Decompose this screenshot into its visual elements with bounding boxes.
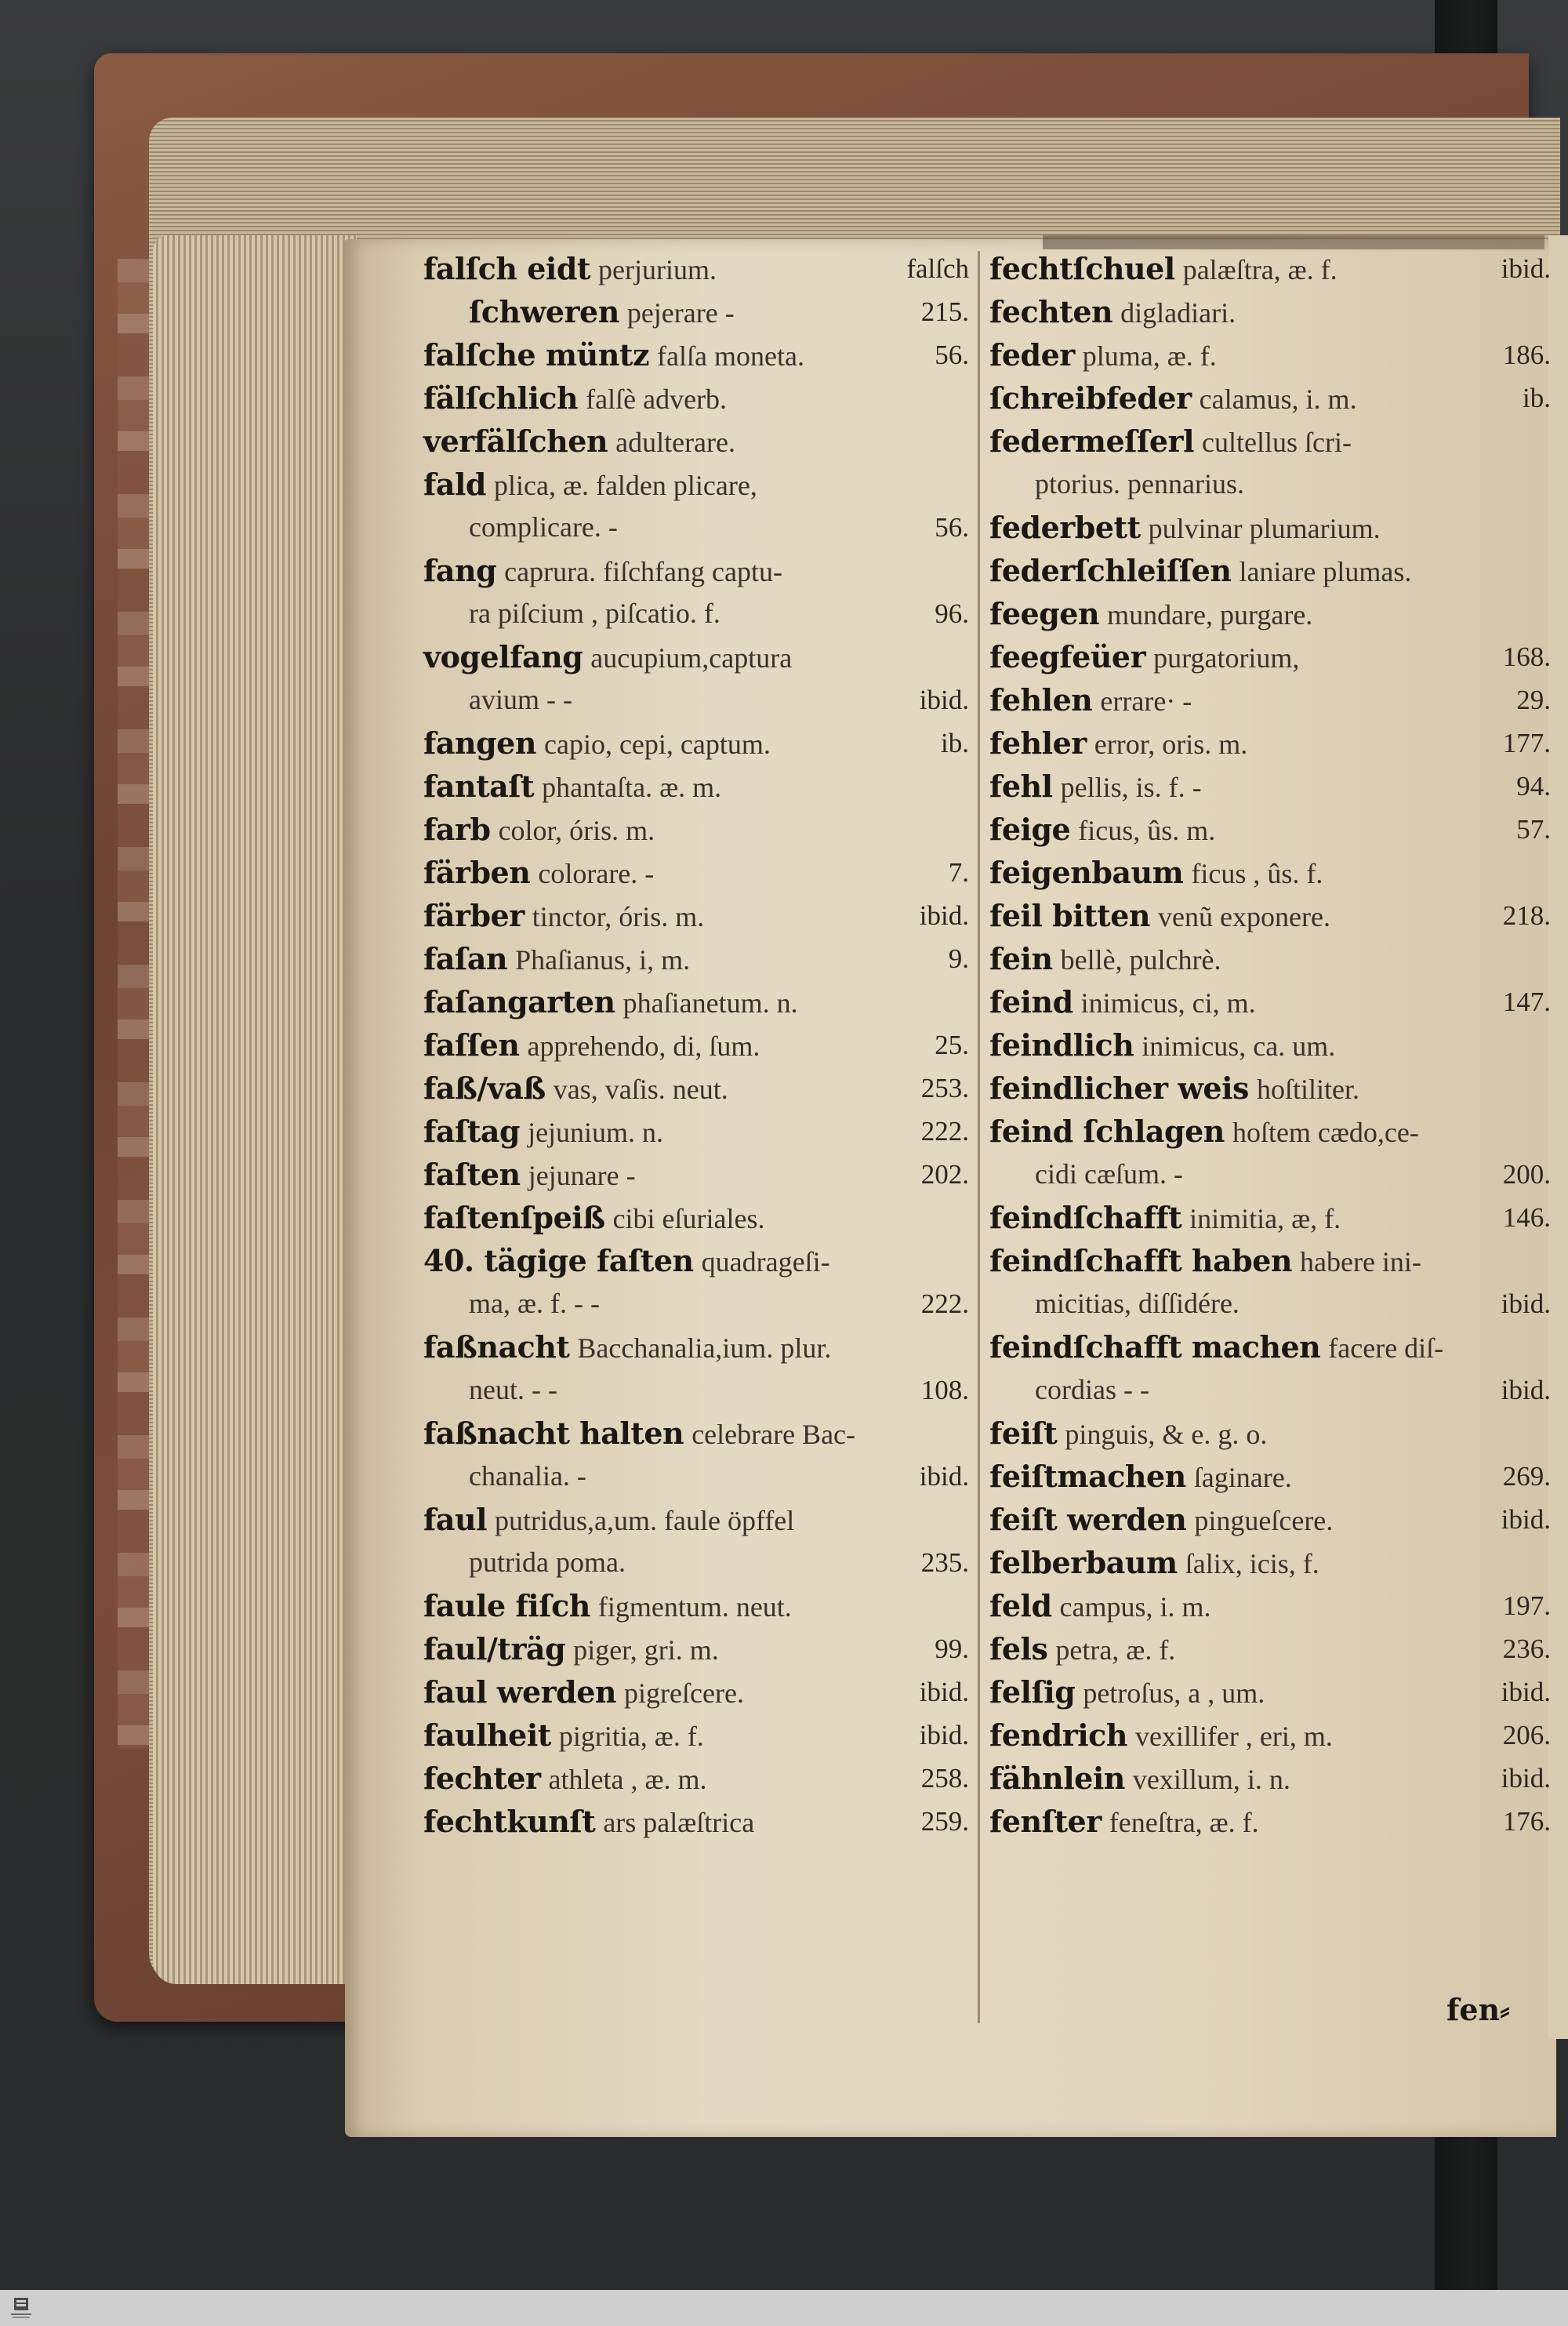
dictionary-entry [989,1757,1554,1800]
german-term: feiſt [989,1416,1058,1451]
dictionary-entry [989,549,1554,592]
side-page-edges [153,235,357,1984]
german-term: fehlen [989,682,1093,718]
dictionary-entry [423,894,972,937]
dictionary-entry [423,851,972,894]
page-reference: 94. [1516,771,1551,801]
column-divider [978,251,980,2023]
footer-bar [0,2290,1568,2326]
dictionary-entry [989,420,1554,463]
page-reference: ib. [1523,383,1551,413]
page-reference: 200. [1502,1159,1551,1190]
dictionary-entry [989,1714,1554,1757]
latin-gloss: pingueſcere. [1194,1505,1334,1536]
page-reference: ibid. [1501,1763,1551,1794]
latin-gloss: pigreſcere. [624,1677,744,1709]
german-term: ſchreibfeder [989,380,1192,416]
page-reference: falſch [906,253,969,284]
dictionary-entry [423,376,972,420]
dictionary-entry [423,721,972,765]
german-term: fähnlein [989,1761,1125,1796]
dictionary-entry [423,1757,972,1800]
german-term: färben [423,855,531,890]
latin-gloss: ſalix, icis, f. [1185,1548,1319,1579]
latin-gloss: pulvinar plumarium. [1148,513,1381,544]
dictionary-entry [423,549,972,592]
page-reference: 202. [920,1159,969,1190]
dictionary-entry [989,635,1554,678]
latin-gloss: Bacchanalia,ium. plur. [577,1332,832,1364]
german-term: federſchleiſſen [989,553,1232,588]
dictionary-entry [989,1110,1554,1153]
dictionary-entry [989,1153,1554,1196]
page-reference: 29. [1516,685,1551,715]
dictionary-entry [989,1584,1554,1627]
german-term: feindſchafft haben [989,1243,1292,1278]
latin-gloss: celebrare Bac- [691,1419,856,1450]
german-term: faſtenſpeiß [423,1200,605,1235]
german-term: fald [423,467,486,502]
page-reference: 108. [920,1375,969,1405]
latin-gloss: pinguis, & e. g. o. [1065,1419,1268,1450]
latin-gloss: jejunare - [528,1160,636,1191]
latin-gloss: ra piſcium , piſcatio. f. [469,598,720,629]
right-column [989,247,1554,1843]
latin-gloss: inimicus, ci, m. [1080,987,1256,1019]
latin-gloss: piger, gri. m. [573,1634,719,1666]
page-reference: ib. [941,728,969,758]
dictionary-entry [423,635,972,678]
dictionary-entry [989,333,1554,376]
dictionary-entry [989,1368,1554,1412]
german-term: feder [989,337,1075,373]
latin-gloss: mundare, purgare. [1107,599,1313,631]
german-term: faul/träg [423,1631,566,1666]
latin-gloss: ars palæſtrica [603,1807,755,1838]
latin-gloss: ſaginare. [1193,1462,1292,1493]
german-term: felſig [989,1674,1076,1710]
latin-gloss: neut. - - [469,1374,557,1405]
german-term: faſſen [423,1027,520,1063]
dictionary-entry [423,1110,972,1153]
page-reference: ibid. [1501,1375,1551,1405]
dictionary-entry [989,1282,1554,1325]
german-term: feind [989,984,1073,1019]
latin-gloss: perjurium. [597,254,717,285]
dictionary-entry [989,1412,1554,1455]
dictionary-entry [423,1153,972,1196]
page-reference: 56. [935,340,969,370]
latin-gloss: ficus, ûs. m. [1078,815,1216,846]
dictionary-entry [423,420,972,463]
german-term: faſangarten [423,984,615,1019]
latin-gloss: athleta , æ. m. [548,1764,707,1795]
page-reference: 146. [1502,1202,1551,1233]
dictionary-entry [989,1023,1554,1067]
dictionary-entry [989,1670,1554,1714]
german-term: fein [989,941,1053,976]
latin-gloss: apprehendo, di, ſum. [527,1030,760,1062]
latin-gloss: cibi eſuriales. [612,1203,765,1234]
page-reference: 186. [1502,340,1551,370]
latin-gloss: Phaſianus, i, m. [515,944,691,976]
dictionary-entry [989,1541,1554,1584]
latin-gloss: hoſtiliter. [1256,1074,1359,1105]
catchword: fen⸗ [1446,1992,1510,2027]
latin-gloss: micitias, diſſidére. [1035,1288,1240,1319]
latin-gloss: digladiari. [1120,297,1236,329]
page-reference: ibid. [1501,253,1551,284]
page-reference: 218. [1502,900,1551,931]
german-term: feil bitten [989,898,1151,933]
dictionary-entry [423,1196,972,1239]
dictionary-entry [989,721,1554,765]
german-term: fantaſt [423,769,535,804]
dictionary-entry [423,765,972,808]
german-term: fechtſchuel [989,251,1175,286]
german-term: ſchweren [469,294,619,329]
dictionary-entry [989,808,1554,851]
latin-gloss: falſa moneta. [657,340,804,372]
dictionary-entry [423,980,972,1023]
german-term: feegen [989,596,1100,631]
german-term: feiſtmachen [989,1459,1186,1494]
latin-gloss: phaſianetum. n. [622,987,798,1019]
dictionary-entry [989,1239,1554,1282]
page-reference: 96. [935,598,969,629]
german-term: faß/vaß [423,1070,546,1106]
german-term: fehler [989,725,1087,761]
dictionary-entry [989,1196,1554,1239]
latin-gloss: inimicus, ca. um. [1142,1030,1336,1062]
latin-gloss: ma, æ. f. - - [469,1288,600,1319]
page-reference: ibid. [1501,1677,1551,1707]
latin-gloss: petra, æ. f. [1055,1634,1176,1666]
dictionary-entry [989,678,1554,721]
latin-gloss: avium - - [469,684,572,715]
dictionary-entry [989,1067,1554,1110]
german-term: falſch eidt [423,251,590,286]
latin-gloss: plica, æ. falden plicare, [493,470,757,501]
latin-gloss: ficus , ûs. f. [1191,858,1323,889]
german-term: verfälſchen [423,423,608,459]
page-reference: 222. [920,1116,969,1147]
library-logo-icon [9,2296,33,2321]
dictionary-entry [423,678,972,721]
german-term: feindlicher weis [989,1070,1249,1106]
dictionary-entry [423,506,972,549]
latin-gloss: jejunium. n. [528,1117,664,1148]
latin-gloss: vexillifer , eri, m. [1134,1721,1333,1752]
dictionary-entry [989,376,1554,420]
latin-gloss: chanalia. - [469,1460,586,1492]
latin-gloss: ptorius. pennarius. [1035,468,1244,500]
dictionary-entry [423,1800,972,1843]
page-reference: ibid. [919,685,969,715]
latin-gloss: quadrageſi- [701,1246,830,1277]
dictionary-entry [989,247,1554,290]
latin-gloss: cordias - - [1035,1374,1149,1405]
german-term: faul [423,1502,488,1537]
german-term: feindſchafft machen [989,1329,1321,1365]
latin-gloss: vas, vaſis. neut. [553,1074,728,1105]
page-reference: 176. [1502,1806,1551,1837]
page-reference: ibid. [1501,1504,1551,1535]
german-term: faſtag [423,1114,521,1149]
german-term: faul werden [423,1674,617,1710]
page-reference: 147. [1502,987,1551,1017]
latin-gloss: palæſtra, æ. f. [1182,254,1338,285]
page-reference: 9. [948,943,969,974]
dictionary-entry [989,851,1554,894]
latin-gloss: facere diſ- [1328,1332,1444,1364]
dictionary-entry [423,1627,972,1670]
latin-gloss: pejerare - [626,297,735,329]
latin-gloss: complicare. - [469,511,618,543]
latin-gloss: pellis, is. f. - [1060,772,1202,803]
latin-gloss: pigritia, æ. f. [558,1721,704,1752]
dictionary-entry [423,1541,972,1584]
german-term: fechtkunſt [423,1804,596,1839]
dictionary-entry [989,1325,1554,1368]
page-reference: 177. [1502,728,1551,758]
page-reference: 215. [920,296,969,327]
latin-gloss: bellè, pulchrè. [1060,944,1221,976]
latin-gloss: venũ exponere. [1158,901,1330,932]
german-term: feld [989,1588,1052,1623]
dictionary-entry [423,1239,972,1282]
latin-gloss: figmentum. neut. [597,1591,792,1623]
page-reference: 222. [920,1288,969,1319]
dictionary-entry [989,894,1554,937]
page-reference: ibid. [1501,1288,1551,1319]
german-term: färber [423,898,524,933]
latin-gloss: laniare plumas. [1239,556,1412,587]
latin-gloss: cidi cæſum. - [1035,1158,1183,1190]
german-term: fenſter [989,1804,1102,1839]
page-reference: ibid. [919,1677,969,1707]
latin-gloss: colorare. - [538,858,655,889]
dictionary-entry [989,463,1554,506]
german-term: fechten [989,294,1113,329]
page-reference: ibid. [919,1461,969,1492]
german-term: federbett [989,510,1141,545]
page-reference: 99. [935,1634,969,1664]
page-reference: 259. [920,1806,969,1837]
page-reference: 269. [1502,1461,1551,1492]
latin-gloss: pluma, æ. f. [1082,340,1217,372]
latin-gloss: capio, cepi, captum. [543,729,771,760]
dictionary-entry [989,765,1554,808]
dictionary-entry [989,1498,1554,1541]
german-term: fels [989,1631,1048,1666]
german-term: faule fiſch [423,1588,590,1623]
page-reference: 25. [935,1030,969,1060]
dictionary-entry [423,1325,972,1368]
dictionary-entry [423,1368,972,1412]
german-term: faſan [423,941,508,976]
dictionary-entry [989,592,1554,635]
german-term: feindſchafft [989,1200,1182,1235]
page-reference: 206. [1502,1720,1551,1750]
dictionary-entry [423,1498,972,1541]
latin-gloss: petroſus, a , um. [1083,1677,1265,1709]
left-column [423,247,972,1843]
page-reference: 258. [920,1763,969,1794]
german-term: falſche müntz [423,337,650,373]
dictionary-entry [989,506,1554,549]
german-term: feigenbaum [989,855,1184,890]
latin-gloss: phantaſta. æ. m. [542,772,722,803]
german-term: feind ſchlagen [989,1114,1225,1149]
german-term: faßnacht halten [423,1416,684,1451]
german-term: fang [423,553,497,588]
dictionary-entry [423,1412,972,1455]
dictionary-entry [423,1023,972,1067]
latin-gloss: cultellus ſcri- [1202,427,1352,458]
dictionary-entry [423,333,972,376]
dictionary-entry [423,1714,972,1757]
dictionary-entry [989,1455,1554,1498]
latin-gloss: color, óris. m. [498,815,655,846]
dictionary-entry [989,1800,1554,1843]
german-term: feindlich [989,1027,1134,1063]
latin-gloss: putrida poma. [469,1546,626,1578]
latin-gloss: adulterare. [615,427,736,458]
latin-gloss: errare· - [1100,685,1192,717]
dictionary-entry [423,463,972,506]
latin-gloss: purgatorium, [1153,642,1300,674]
german-term: faulheit [423,1717,551,1753]
page-reference: 7. [948,857,969,888]
page-reference: ibid. [919,900,969,931]
latin-gloss: vexillum, i. n. [1132,1764,1290,1795]
german-term: felberbaum [989,1545,1178,1580]
german-term: federmeſſerl [989,423,1195,459]
dictionary-entry [423,1455,972,1498]
latin-gloss: campus, i. m. [1059,1591,1211,1623]
german-term: fehl [989,769,1053,804]
latin-gloss: hoſtem cædo,ce- [1232,1117,1419,1148]
page-reference: ibid. [919,1720,969,1750]
latin-gloss: habere ini- [1300,1246,1421,1277]
latin-gloss: feneſtra, æ. f. [1109,1807,1259,1838]
latin-gloss: putridus,a,um. faule öpffel [495,1505,795,1536]
latin-gloss: error, oris. m. [1094,729,1248,760]
dictionary-entry [989,1627,1554,1670]
german-term: 40. tägige faſten [423,1243,694,1278]
german-term: fendrich [989,1717,1127,1753]
latin-gloss: falſè adverb. [586,383,728,415]
german-term: feegfeüer [989,639,1146,674]
page-reference: 236. [1502,1634,1551,1664]
dictionary-entry [423,1584,972,1627]
german-term: farb [423,812,491,847]
german-term: fälſchlich [423,380,579,416]
german-term: feiſt werden [989,1502,1187,1537]
page-reference: 56. [935,512,969,543]
page-reference: 197. [1502,1590,1551,1621]
page-reference: 57. [1516,814,1551,845]
page-reference: 253. [920,1073,969,1103]
dictionary-entry [423,290,972,333]
german-term: fechter [423,1761,541,1796]
dictionary-entry [423,937,972,980]
dictionary-entry [989,937,1554,980]
dictionary-entry [423,247,972,290]
dictionary-entry [989,290,1554,333]
page-reference: 235. [920,1547,969,1578]
latin-gloss: inimitia, æ, f. [1189,1203,1341,1234]
dictionary-entry [423,1282,972,1325]
german-term: vogelfang [423,639,583,674]
dictionary-entry [989,980,1554,1023]
latin-gloss: caprura. fiſchfang captu- [504,556,782,587]
page-reference: 168. [1502,641,1551,672]
dictionary-entry [423,1670,972,1714]
dictionary-entry [423,1067,972,1110]
german-term: feige [989,812,1071,847]
dictionary-entry [423,592,972,635]
latin-gloss: calamus, i. m. [1199,383,1357,415]
german-term: fangen [423,725,536,761]
latin-gloss: tinctor, óris. m. [532,901,705,932]
dictionary-entry [423,808,972,851]
latin-gloss: aucupium,captura [590,642,793,674]
german-term: faßnacht [423,1329,570,1365]
german-term: faſten [423,1157,521,1192]
